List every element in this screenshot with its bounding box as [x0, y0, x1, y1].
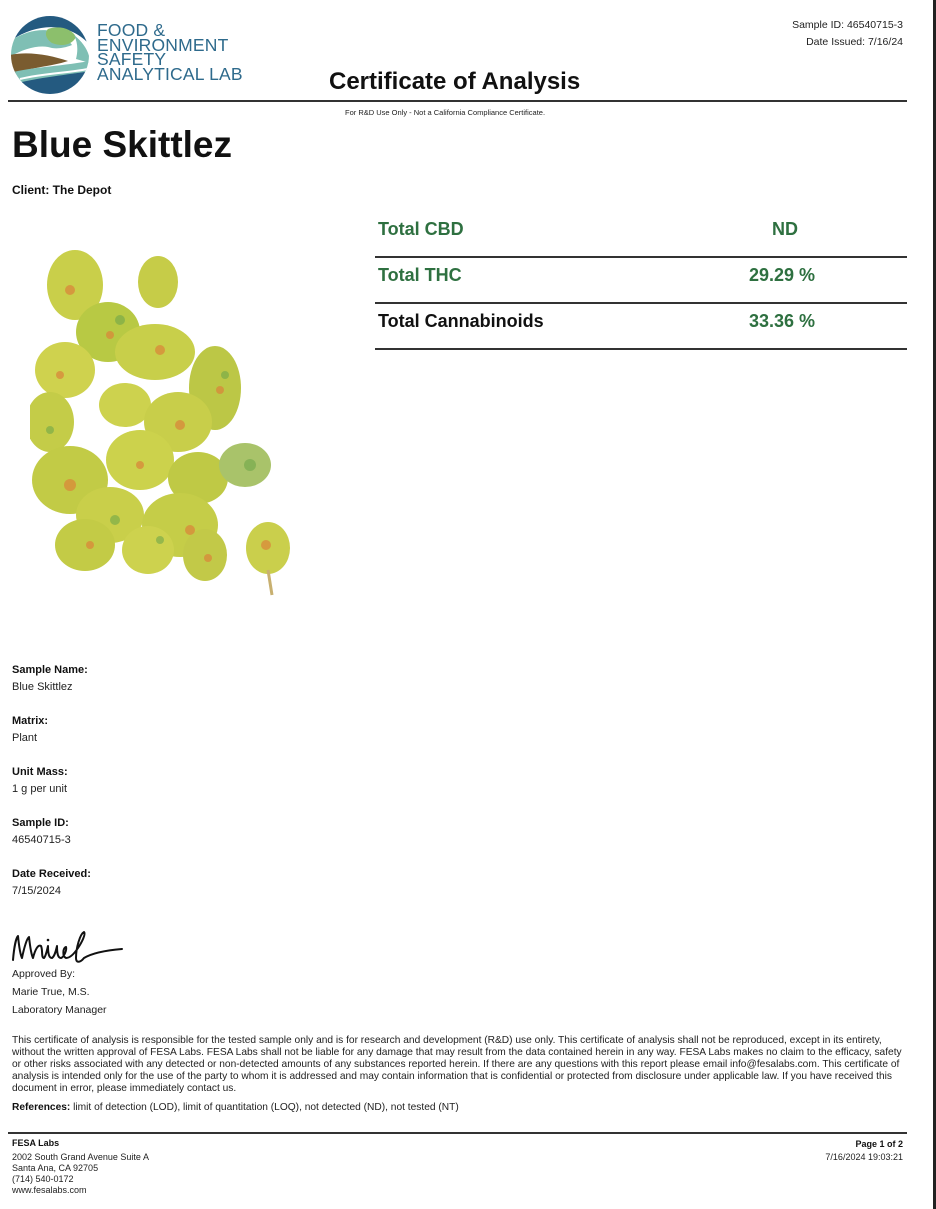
summary-row-total-cannabinoids — [375, 306, 907, 350]
summary-value: 33.36 % — [749, 311, 816, 331]
summary-label: Total CBD — [378, 219, 464, 239]
footer-website: www.fesalabs.com — [12, 1185, 87, 1195]
field-label: Sample ID: — [12, 817, 69, 829]
field-sample-id — [12, 816, 91, 850]
field-value: 7/15/2024 — [12, 885, 61, 897]
fesa-logo-icon — [10, 15, 90, 95]
field-unit-mass — [12, 765, 91, 799]
product-name: Blue Skittlez — [12, 124, 232, 165]
field-value: Blue Skittlez — [12, 681, 73, 693]
page-title: Certificate of Analysis — [329, 68, 581, 95]
field-value: 46540715-3 — [12, 834, 71, 846]
logo-line: FOOD & — [97, 20, 166, 40]
summary-label: Total Cannabinoids — [378, 311, 544, 331]
cannabinoid-summary — [375, 214, 907, 352]
field-sample-name — [12, 663, 91, 697]
summary-label: Total THC — [378, 265, 462, 285]
date-issued: Date Issued: 7/16/24 — [806, 36, 903, 48]
summary-value: 29.29 % — [749, 265, 816, 285]
footer-address-line2: Santa Ana, CA 92705 — [12, 1163, 99, 1173]
field-label: Date Received: — [12, 868, 91, 880]
signature-image — [10, 928, 125, 966]
approval-block — [12, 965, 107, 1019]
field-label: Unit Mass: — [12, 766, 68, 778]
footer-phone: (714) 540-0172 — [12, 1174, 74, 1184]
logo-line: SAFETY — [97, 49, 167, 69]
field-value: Plant — [12, 732, 38, 744]
approved-by-label: Approved By: — [12, 968, 76, 980]
logo-wordmark — [97, 20, 243, 84]
summary-value: ND — [772, 219, 798, 239]
approver-name: Marie True, M.S. — [12, 986, 90, 998]
footer-address — [12, 1138, 149, 1196]
approver-role: Laboratory Manager — [12, 1004, 107, 1016]
sample-id-header: Sample ID: 46540715-3 — [792, 19, 903, 31]
generated-timestamp: 7/16/2024 19:03:21 — [825, 1152, 903, 1162]
summary-row-total-cbd — [375, 214, 907, 258]
field-matrix — [12, 714, 91, 748]
disclaimer-text: This certificate of analysis is responsible for the tested sample only and is for research and development (R&D) use only. This certificate of analysis shall not be reproduced, except in its entirety, without the written approval of FESA Labs. FESA Labs shall not be liable for any damage that may result from the data contained herein in any way. FESA Labs makes no claim to the efficacy, safety or other risks associated with any detected or non-detected amounts of any substances reported herein. If there are any questions with this report please email info@fesalabs.com. This certificate of analysis is intended only for the use of the party to whom it is addressed and may contain information that is confidential or protected from disclosure under applicable law. If you have received this document in error, please immediately contact us. — [12, 1035, 902, 1095]
logo-line: ENVIRONMENT — [97, 34, 229, 55]
compliance-note: For R&D Use Only - Not a California Compliance Certificate. — [345, 108, 546, 117]
logo-line: ANALYTICAL LAB — [97, 63, 243, 84]
footer-org: FESA Labs — [12, 1138, 60, 1148]
product-photo — [30, 240, 300, 600]
field-date-received — [12, 867, 91, 901]
field-label: Matrix: — [12, 715, 49, 727]
summary-row-total-thc — [375, 260, 907, 304]
header-divider — [8, 100, 907, 102]
footer-address-line1: 2002 South Grand Avenue Suite A — [12, 1152, 149, 1162]
client-name: Client: The Depot — [12, 183, 112, 197]
references — [12, 1102, 459, 1113]
field-label: Sample Name: — [12, 664, 88, 676]
page-number: Page 1 of 2 — [855, 1139, 903, 1149]
sample-info — [12, 663, 91, 918]
document-meta — [792, 17, 903, 51]
field-value: 1 g per unit — [12, 783, 68, 795]
references-text: limit of detection (LOD), limit of quantitation (LOQ), not detected (ND), not tested (NT) — [70, 1102, 459, 1113]
footer-divider — [8, 1132, 907, 1134]
references-label: References: — [12, 1102, 71, 1113]
footer-page-info — [825, 1138, 903, 1164]
